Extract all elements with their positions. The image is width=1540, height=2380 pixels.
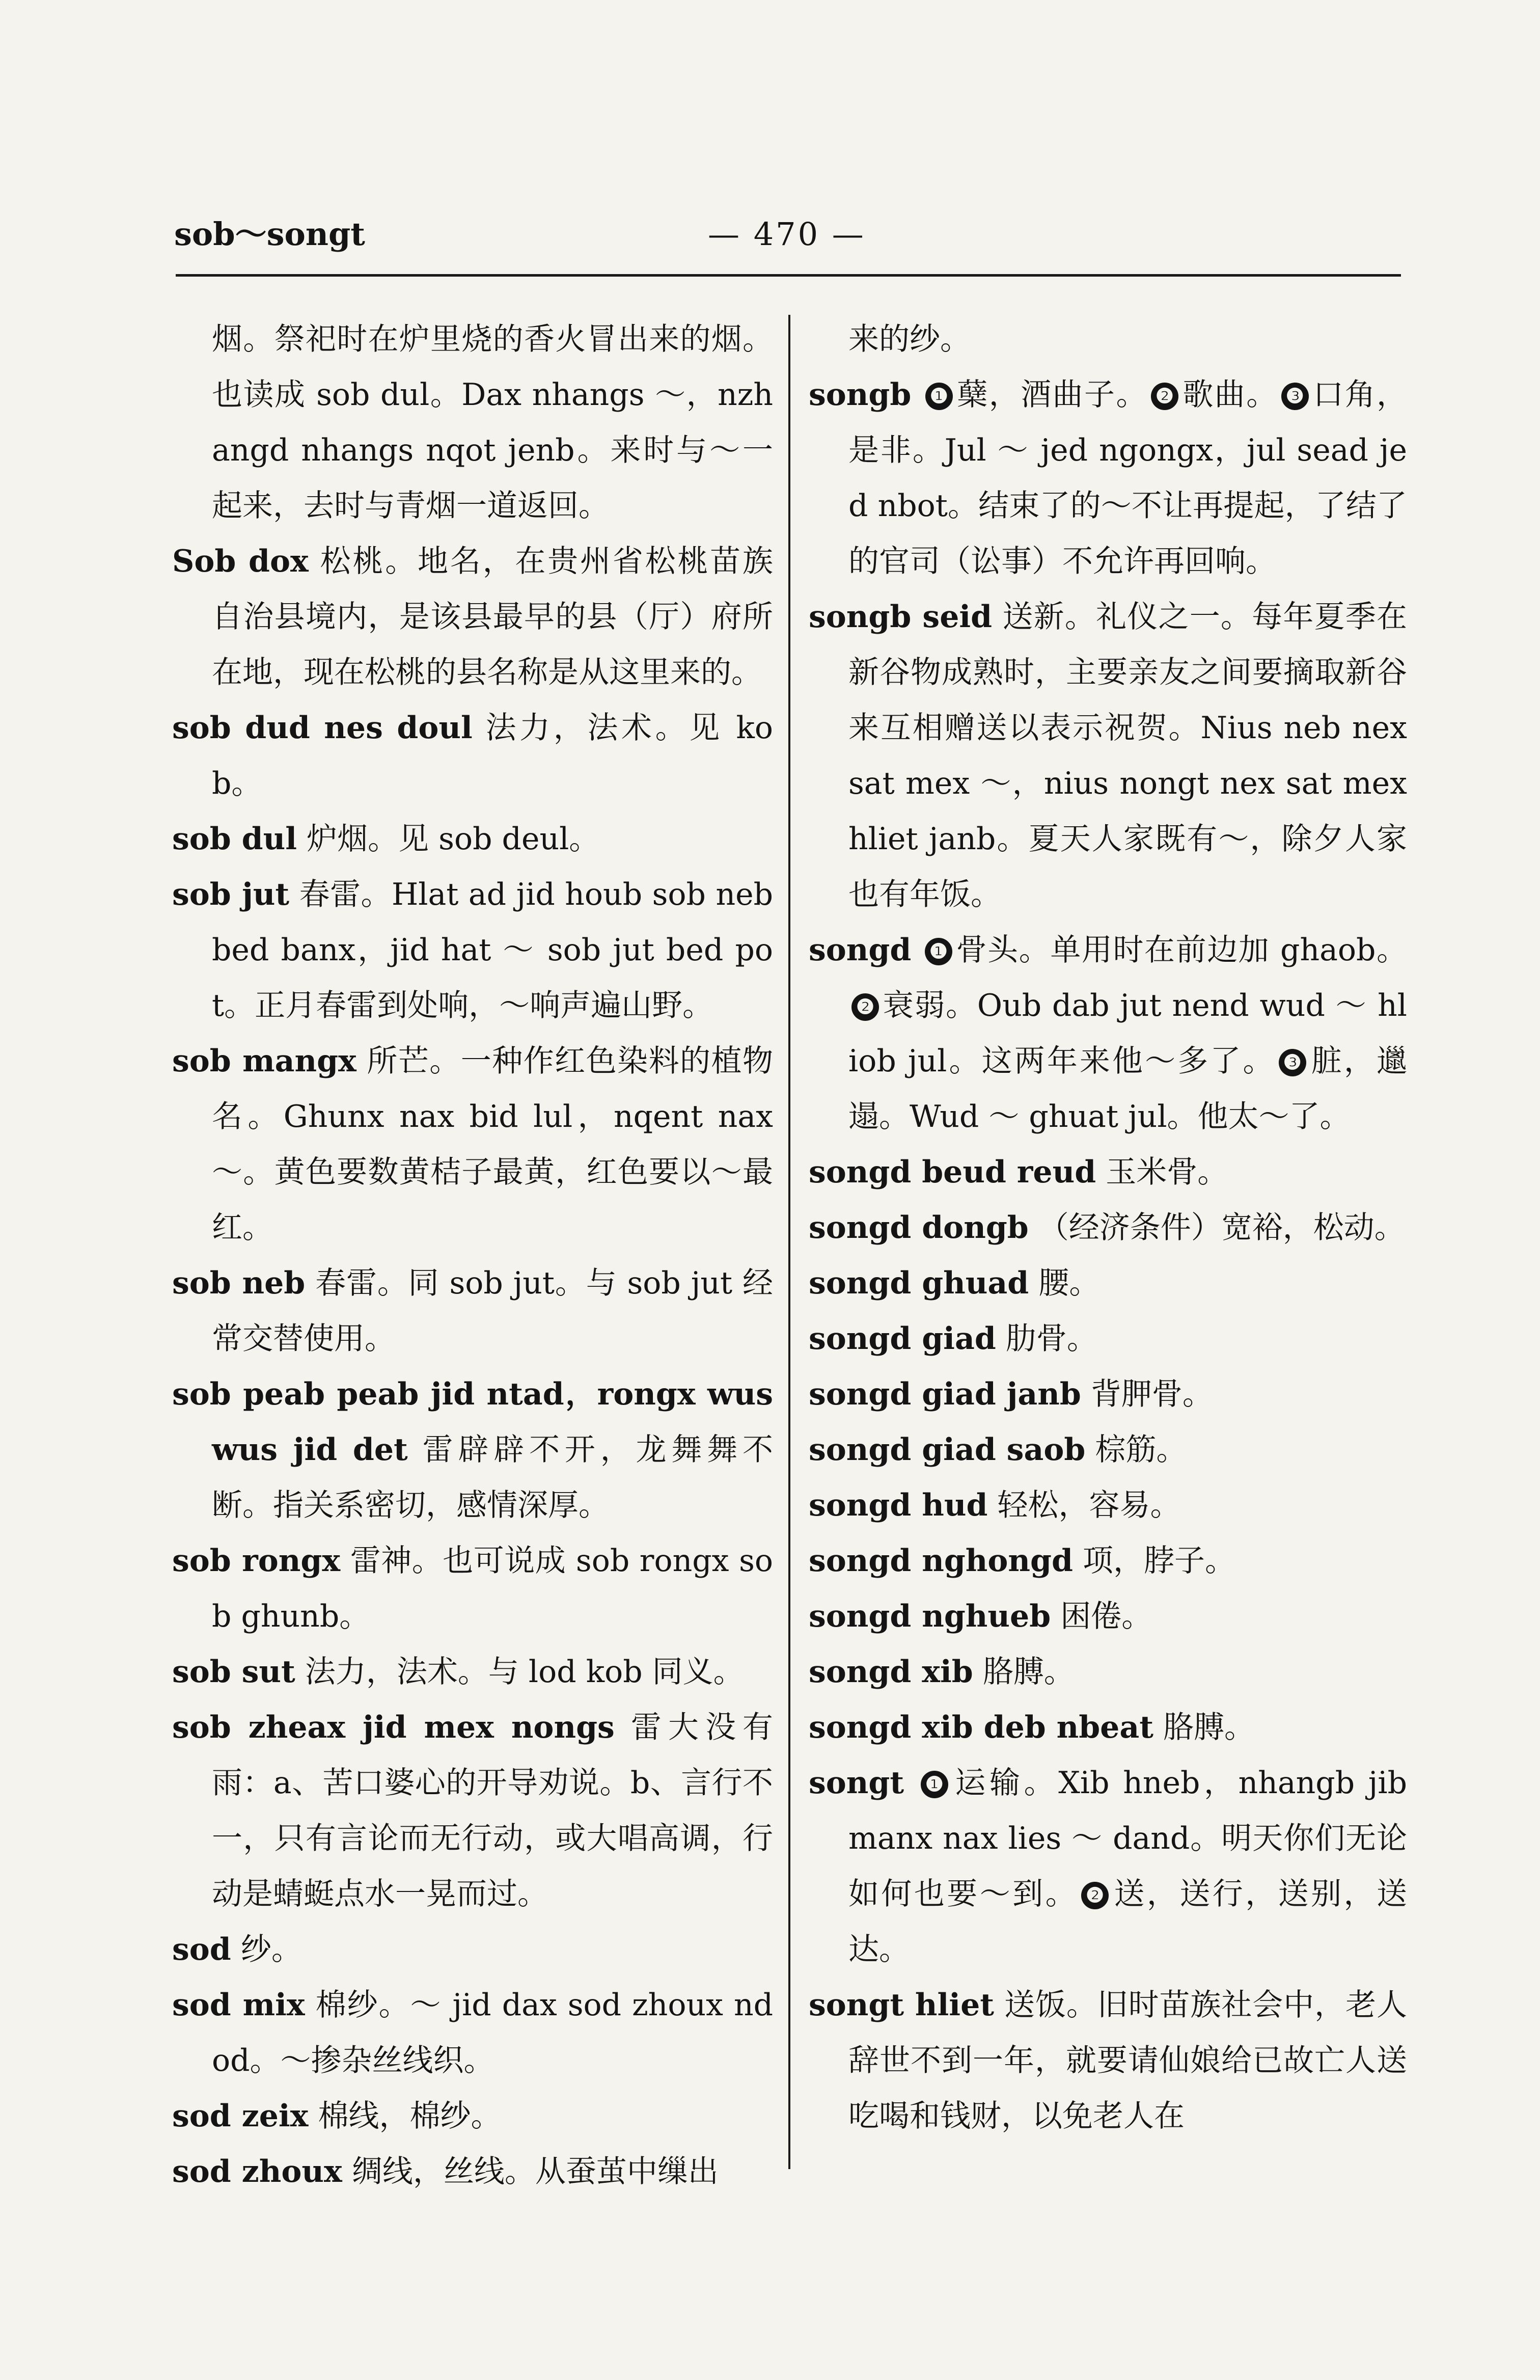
entry-headword: songd hud <box>809 1487 988 1523</box>
entry-definition: 春雷。同 sob jut。与 sob jut 经常交替使用。 <box>212 1265 773 1357</box>
entry-definition: 背胛骨。 <box>1090 1376 1213 1412</box>
entry-headword: songd ghuad <box>809 1265 1029 1301</box>
dictionary-entry <box>809 1589 1407 1644</box>
sense-number-icon: ❶ <box>921 1771 948 1798</box>
sense-number-icon: ❶ <box>925 938 952 965</box>
dictionary-entry <box>172 1256 773 1367</box>
dictionary-entry <box>172 812 773 867</box>
dictionary-entry <box>809 923 1407 1145</box>
entry-headword: sob rongx <box>172 1543 341 1579</box>
entry-definition: ❶ 骨头。单用时在前边加 ghaob。❷ 衰弱。Oub dab jut nend wud ～ hliob jul。这两年来他～多了。 ❸ 脏，邋遢。Wud ～ ghuat jul。他太～了。 <box>848 932 1407 1134</box>
entry-definition: 棕筋。 <box>1095 1432 1187 1468</box>
entry-definition: 雷辟辟不开，龙舞舞不断。指关系密切，感情深厚。 <box>212 1432 773 1523</box>
entry-definition: ❶ 蘖，酒曲子。 ❷ 歌曲。 ❸ 口角，是非。Jul ～ jed ngongx，jul sead jed nbot。结束了的～不让再提起，了结了的官司（讼事）不允许再回响。 <box>848 377 1407 579</box>
dictionary-entry <box>172 867 773 1034</box>
entry-definition: 棉纱。～ jid dax sod zhoux ndod。～掺杂丝线织。 <box>212 1987 773 2078</box>
entry-definition: 纱。 <box>240 1932 302 1967</box>
entry-headword: songd xib deb nbeat <box>809 1710 1153 1745</box>
right-column <box>809 312 1407 2197</box>
entry-definition: 雷神。也可说成 sob rongx sob ghunb。 <box>212 1543 773 1634</box>
entry-headword: songd nghueb <box>809 1599 1051 1634</box>
entry-headword: sob dul <box>172 821 297 857</box>
entry-definition: 胳膊。 <box>1163 1710 1255 1745</box>
dictionary-entry <box>172 1034 773 1256</box>
sense-number-icon: ❷ <box>851 993 879 1021</box>
sense-number-icon: ❸ <box>1279 1049 1306 1076</box>
entry-definition: 棉线，棉纱。 <box>318 2098 502 2134</box>
entry-headword: songd dongb <box>809 1210 1029 1246</box>
entry-headword: songt hliet <box>809 1987 994 2023</box>
dictionary-entry <box>809 1200 1407 1256</box>
sense-number-icon: ❶ <box>925 383 953 410</box>
header-entry-range: sob～songt <box>174 215 365 253</box>
entry-definition: 炉烟。见 sob deul。 <box>307 821 600 857</box>
entry-definition: 法力，法术。见 kob。 <box>212 710 773 801</box>
entry-headword: songt <box>809 1765 904 1801</box>
entry-headword: songb seid <box>809 599 993 635</box>
dictionary-entry <box>809 1755 1407 1978</box>
dictionary-entry <box>172 1533 773 1644</box>
dictionary-entry <box>172 534 773 700</box>
dictionary-entry <box>172 312 773 534</box>
sense-number-icon: ❸ <box>1281 383 1309 410</box>
entry-definition: 绸线，丝线。从蚕茧中缫出 <box>351 2154 719 2189</box>
entry-headword: songd giad <box>809 1321 996 1357</box>
dictionary-entry <box>172 2089 773 2144</box>
dictionary-entry <box>172 700 773 812</box>
dictionary-entry <box>809 1978 1407 2144</box>
entry-definition: 送饭。旧时苗族社会中，老人辞世不到一年，就要请仙娘给已故亡人送吃喝和钱财，以免老人在 <box>848 1987 1407 2134</box>
entry-definition: ❶ 运输。Xib hneb，nhangb jib manx nax lies ～ dand。明天你们无论如何也要～到。 ❷ 送，送行，送别，送达。 <box>848 1765 1407 1967</box>
entry-headword: sob dud nes doul <box>172 710 473 746</box>
header-rule <box>176 274 1401 277</box>
entry-headword: sod mix <box>172 1987 305 2023</box>
entry-definition: 来的纱。 <box>848 321 971 357</box>
entry-headword: songd giad janb <box>809 1376 1081 1412</box>
left-column <box>172 312 773 2197</box>
dictionary-entry <box>172 1644 773 1700</box>
dictionary-entry <box>809 589 1407 923</box>
dictionary-entry <box>809 1533 1407 1589</box>
dictionary-entry <box>172 1922 773 1978</box>
entry-headword: sob zheax jid mex nongs <box>172 1710 615 1745</box>
entry-definition: 轻松，容易。 <box>997 1487 1181 1523</box>
entry-definition: 烟。祭祀时在炉里烧的香火冒出来的烟。也读成 sob dul。Dax nhangs ～，nzhangd nhangs nqot jenb。来时与～一起来，去时与青烟一道返回。 <box>212 321 773 524</box>
entry-headword: songd xib <box>809 1654 973 1690</box>
dictionary-entry <box>172 1367 773 1533</box>
dictionary-entry <box>809 1145 1407 1200</box>
dictionary-entry <box>172 1978 773 2089</box>
sense-number-icon: ❷ <box>1151 383 1178 410</box>
entry-definition: 项，脖子。 <box>1083 1543 1236 1579</box>
sense-number-icon: ❷ <box>1081 1882 1109 1909</box>
entry-definition: 送新。礼仪之一。每年夏季在新谷物成熟时，主要亲友之间要摘取新谷来互相赠送以表示祝贺。Nius neb nex sat mex ～，nius nongt nex sat mex hliet janb。夏天人家既有～，除夕人家也有年饭。 <box>848 599 1407 912</box>
dictionary-entry <box>809 1422 1407 1478</box>
entry-headword: sob sut <box>172 1654 295 1690</box>
entry-headword: songd nghongd <box>809 1543 1073 1579</box>
page-number: — 470 — <box>708 215 866 253</box>
entry-definition: 所芒。一种作红色染料的植物名。Ghunx nax bid lul，nqent nax ～。黄色要数黄桔子最黄，红色要以～最红。 <box>212 1043 773 1246</box>
entry-headword: songd <box>809 932 912 968</box>
entry-definition: 困倦。 <box>1060 1599 1152 1634</box>
dictionary-entry <box>172 2144 773 2197</box>
entry-definition: 春雷。Hlat ad jid houb sob neb bed banx，jid hat ～ sob jut bed pot。正月春雷到处响，～响声遍山野。 <box>212 877 773 1023</box>
dictionary-entry <box>809 367 1407 589</box>
column-divider <box>788 315 790 2169</box>
dictionary-entry <box>809 1311 1407 1367</box>
entry-headword: sod zhoux <box>172 2154 342 2189</box>
dictionary-entry <box>809 1700 1407 1755</box>
entry-definition: 腰。 <box>1038 1265 1100 1301</box>
dictionary-entry <box>809 1644 1407 1700</box>
dictionary-entry <box>809 1478 1407 1533</box>
entry-definition: 法力，法术。与 lod kob 同义。 <box>305 1654 744 1690</box>
entry-headword: songd beud reud <box>809 1154 1096 1190</box>
dictionary-entry <box>809 1256 1407 1311</box>
entry-headword: sob peab peab jid ntad，rongx wus wus jid det <box>172 1376 773 1468</box>
dictionary-entry <box>809 1367 1407 1422</box>
entry-definition: （经济条件）宽裕，松动。 <box>1038 1210 1405 1246</box>
entry-headword: Sob dox <box>172 544 309 579</box>
entry-headword: sob neb <box>172 1265 306 1301</box>
entry-headword: songb <box>809 377 912 413</box>
entry-headword: sob mangx <box>172 1043 356 1079</box>
entry-headword: sob jut <box>172 877 290 912</box>
entry-headword: songd giad saob <box>809 1432 1086 1468</box>
entry-headword: sod <box>172 1932 231 1967</box>
entry-definition: 松桃。地名，在贵州省松桃苗族自治县境内，是该县最早的县（厅）府所在地，现在松桃的县名称是从这里来的。 <box>212 544 773 690</box>
entry-headword: sod zeix <box>172 2098 309 2134</box>
dictionary-entry <box>809 312 1407 367</box>
dictionary-entry <box>172 1700 773 1922</box>
entry-definition: 胳膊。 <box>982 1654 1075 1690</box>
entry-definition: 肋骨。 <box>1005 1321 1097 1357</box>
entry-definition: 雷大没有雨：a、苦口婆心的开导劝说。b、言行不一，只有言论而无行动，或大唱高调，行动是蜻蜓点水一晃而过。 <box>212 1710 773 1912</box>
entry-definition: 玉米骨。 <box>1106 1154 1228 1190</box>
